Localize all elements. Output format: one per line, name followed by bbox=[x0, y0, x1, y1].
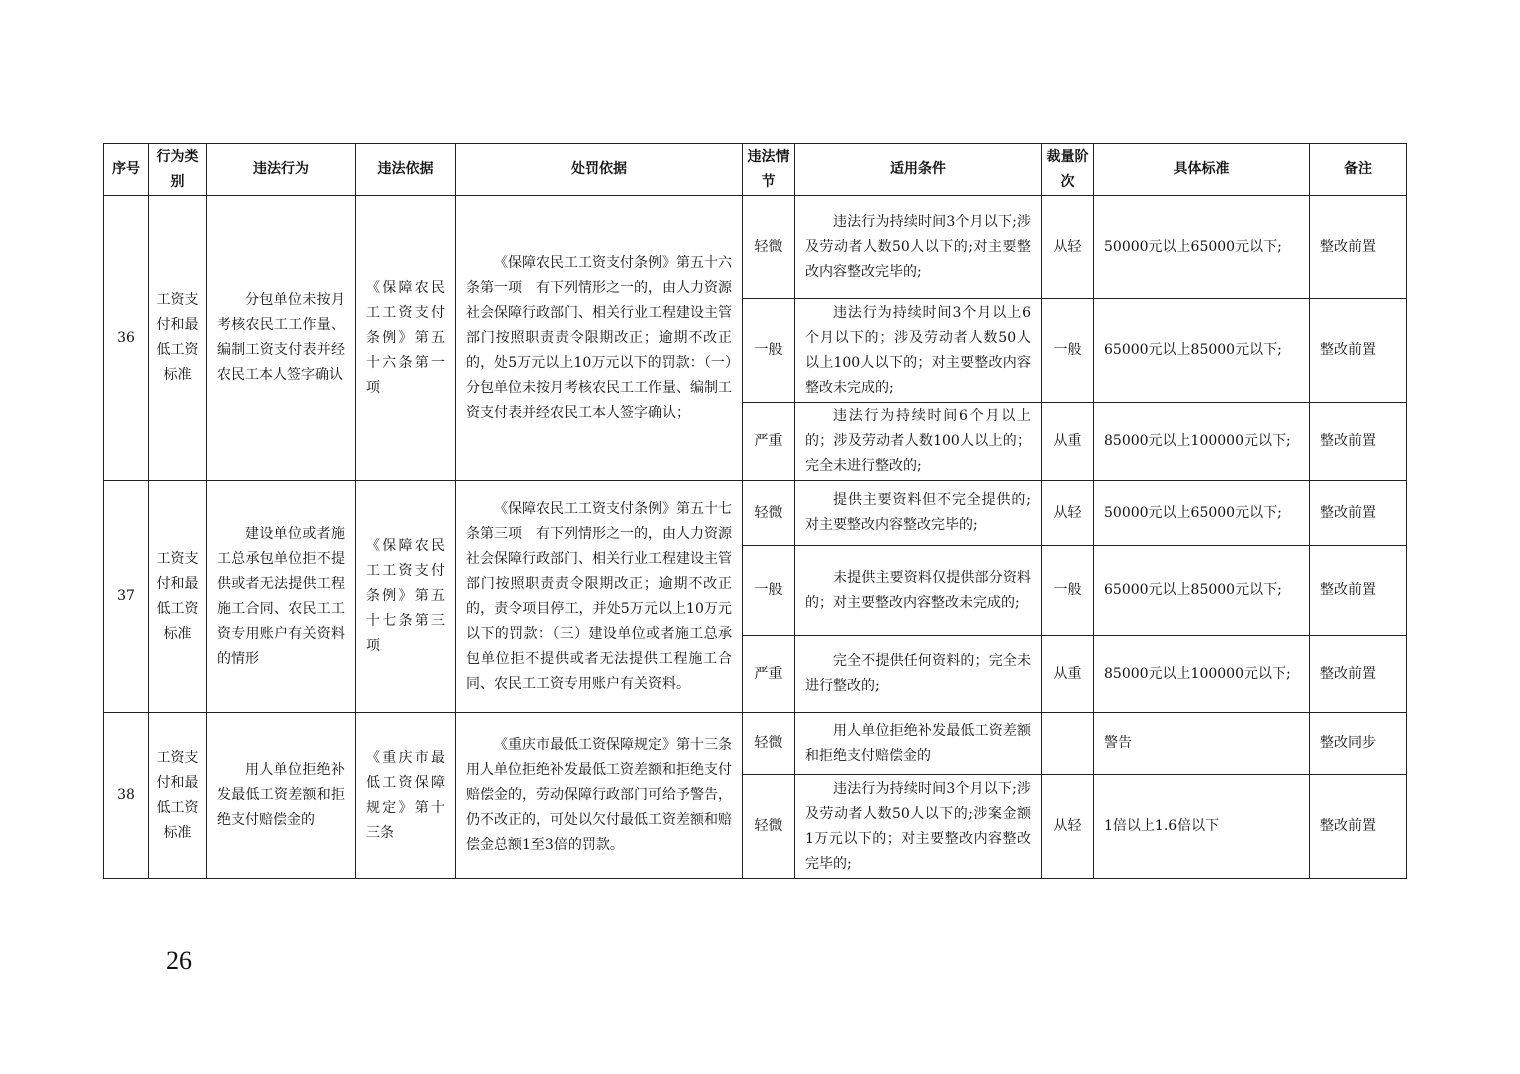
header-seq: 序号 bbox=[104, 144, 149, 196]
circumstance-cell: 一般 bbox=[743, 546, 795, 636]
header-condition: 适用条件 bbox=[795, 144, 1042, 196]
circumstance-cell: 严重 bbox=[743, 636, 795, 713]
table-row bbox=[104, 481, 1407, 546]
condition-cell: 违法行为持续时间6个月以上的；涉及劳动者人数100人以上的；完全未进行整改的; bbox=[795, 403, 1042, 481]
row-basis: 《保障农民工工资支付条例》第五十六条第一项 bbox=[356, 196, 456, 481]
header-level: 裁量阶次 bbox=[1042, 144, 1094, 196]
level-cell: 从轻 bbox=[1042, 481, 1094, 546]
level-cell bbox=[1042, 713, 1094, 775]
condition-cell: 提供主要资料但不完全提供的;对主要整改内容整改完毕的; bbox=[795, 481, 1042, 546]
row-penalty-basis: 《重庆市最低工资保障规定》第十三条 用人单位拒绝补发最低工资差额和拒绝支付赔偿金的，劳动保障行政部门可给予警告，仍不改正的，可处以欠付最低工资差额和赔偿金总额1至3倍的罚款。 bbox=[456, 713, 743, 879]
circumstance-cell: 严重 bbox=[743, 403, 795, 481]
standard-cell: 警告 bbox=[1094, 713, 1310, 775]
row-seq: 36 bbox=[104, 196, 149, 481]
row-seq: 37 bbox=[104, 481, 149, 713]
row-behavior: 分包单位未按月考核农民工工作量、编制工资支付表并经农民工本人签字确认 bbox=[207, 196, 356, 481]
remark-cell: 整改前置 bbox=[1310, 481, 1407, 546]
level-cell: 从轻 bbox=[1042, 196, 1094, 299]
standard-cell: 1倍以上1.6倍以下 bbox=[1094, 775, 1310, 879]
level-cell: 一般 bbox=[1042, 299, 1094, 403]
remark-cell: 整改前置 bbox=[1310, 403, 1407, 481]
level-cell: 从重 bbox=[1042, 636, 1094, 713]
row-behavior: 用人单位拒绝补发最低工资差额和拒绝支付赔偿金的 bbox=[207, 713, 356, 879]
standard-cell: 50000元以上65000元以下; bbox=[1094, 196, 1310, 299]
remark-cell: 整改前置 bbox=[1310, 775, 1407, 879]
circumstance-cell: 轻微 bbox=[743, 196, 795, 299]
row-category: 工资支付和最低工资标准 bbox=[149, 196, 207, 481]
row-seq: 38 bbox=[104, 713, 149, 879]
header-penalty-basis: 处罚依据 bbox=[456, 144, 743, 196]
row-basis: 《重庆市最低工资保障规定》第十三条 bbox=[356, 713, 456, 879]
table-row bbox=[104, 196, 1407, 299]
page-number: 26 bbox=[166, 946, 192, 975]
level-cell: 一般 bbox=[1042, 546, 1094, 636]
condition-cell: 违法行为持续时间3个月以下;涉及劳动者人数50人以下的;涉案金额1万元以下的；对主要整改内容整改完毕的; bbox=[795, 775, 1042, 879]
header-category: 行为类别 bbox=[149, 144, 207, 196]
circumstance-cell: 轻微 bbox=[743, 775, 795, 879]
header-basis: 违法依据 bbox=[356, 144, 456, 196]
row-category: 工资支付和最低工资标准 bbox=[149, 481, 207, 713]
header-row bbox=[104, 144, 1407, 196]
circumstance-cell: 轻微 bbox=[743, 713, 795, 775]
header-standard: 具体标准 bbox=[1094, 144, 1310, 196]
header-circumstance: 违法情节 bbox=[743, 144, 795, 196]
condition-cell: 未提供主要资料仅提供部分资料的；对主要整改内容整改未完成的; bbox=[795, 546, 1042, 636]
condition-cell: 用人单位拒绝补发最低工资差额和拒绝支付赔偿金的 bbox=[795, 713, 1042, 775]
penalty-discretion-table bbox=[103, 143, 1407, 879]
level-cell: 从重 bbox=[1042, 403, 1094, 481]
row-behavior: 建设单位或者施工总承包单位拒不提供或者无法提供工程施工合同、农民工工资专用账户有关资料的情形 bbox=[207, 481, 356, 713]
remark-cell: 整改前置 bbox=[1310, 299, 1407, 403]
row-category: 工资支付和最低工资标准 bbox=[149, 713, 207, 879]
remark-cell: 整改前置 bbox=[1310, 546, 1407, 636]
table-row bbox=[104, 713, 1407, 775]
remark-cell: 整改前置 bbox=[1310, 636, 1407, 713]
standard-cell: 85000元以上100000元以下; bbox=[1094, 636, 1310, 713]
circumstance-cell: 一般 bbox=[743, 299, 795, 403]
condition-cell: 完全不提供任何资料的；完全未进行整改的; bbox=[795, 636, 1042, 713]
row-basis: 《保障农民工工资支付条例》第五十七条第三项 bbox=[356, 481, 456, 713]
circumstance-cell: 轻微 bbox=[743, 481, 795, 546]
level-cell: 从轻 bbox=[1042, 775, 1094, 879]
condition-cell: 违法行为持续时间3个月以下;涉及劳动者人数50人以下的;对主要整改内容整改完毕的; bbox=[795, 196, 1042, 299]
standard-cell: 50000元以上65000元以下; bbox=[1094, 481, 1310, 546]
row-penalty-basis: 《保障农民工工资支付条例》第五十六条第一项 有下列情形之一的，由人力资源社会保障行政部门、相关行业工程建设主管部门按照职责责令限期改正；逾期不改正的，处5万元以上10万元以下的罚款：（一）分包单位未按月考核农民工工作量、编制工资支付表并经农民工本人签字确认； bbox=[456, 196, 743, 481]
standard-cell: 65000元以上85000元以下; bbox=[1094, 299, 1310, 403]
row-penalty-basis: 《保障农民工工资支付条例》第五十七条第三项 有下列情形之一的，由人力资源社会保障行政部门、相关行业工程建设主管部门按照职责责令限期改正；逾期不改正的，责令项目停工，并处5万元以上10万元以下的罚款：（三）建设单位或者施工总承包单位拒不提供或者无法提供工程施工合同、农民工工资专用账户有关资料。 bbox=[456, 481, 743, 713]
remark-cell: 整改前置 bbox=[1310, 196, 1407, 299]
standard-cell: 65000元以上85000元以下; bbox=[1094, 546, 1310, 636]
header-behavior: 违法行为 bbox=[207, 144, 356, 196]
condition-cell: 违法行为持续时间3个月以上6个月以下的；涉及劳动者人数50人以上100人以下的；对主要整改内容整改未完成的; bbox=[795, 299, 1042, 403]
remark-cell: 整改同步 bbox=[1310, 713, 1407, 775]
standard-cell: 85000元以上100000元以下; bbox=[1094, 403, 1310, 481]
header-remark: 备注 bbox=[1310, 144, 1407, 196]
